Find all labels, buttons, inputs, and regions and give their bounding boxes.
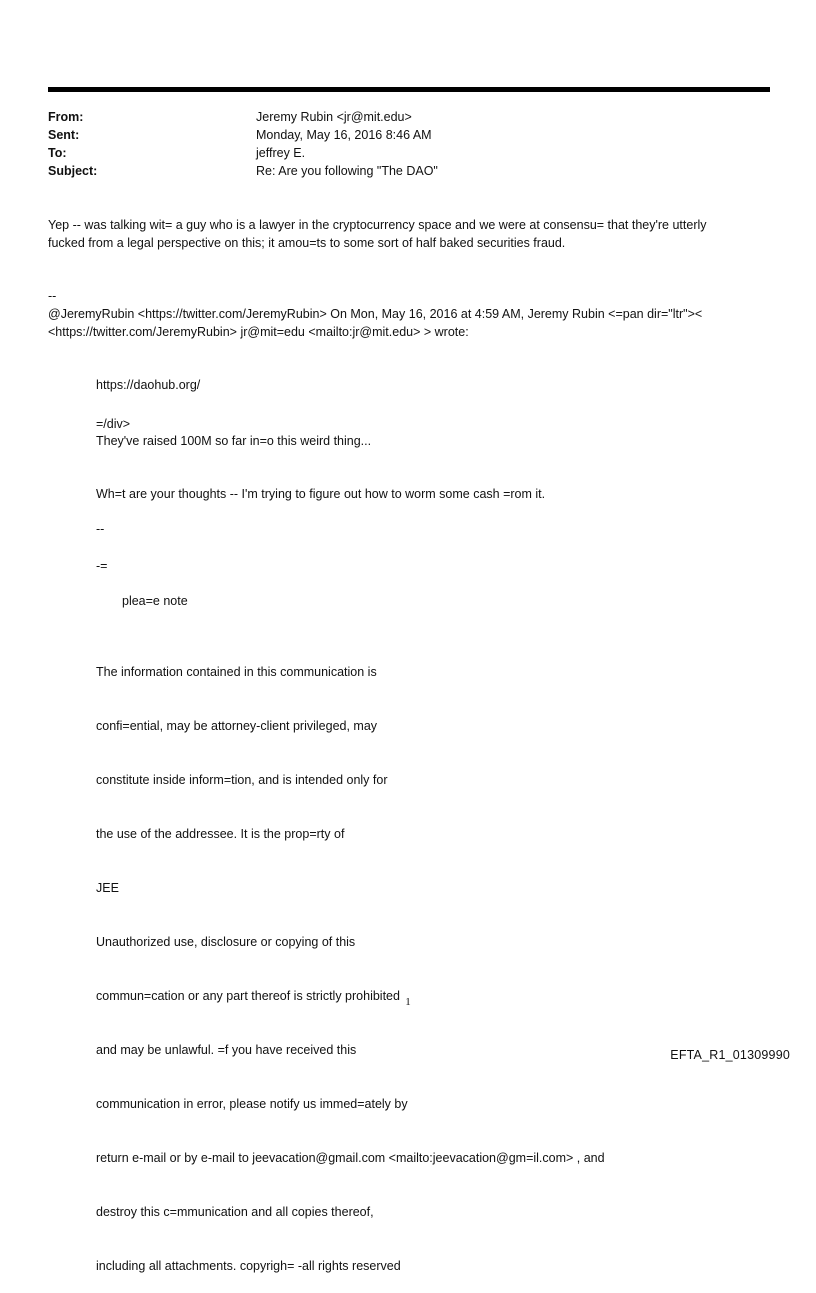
header-divider-rule <box>48 87 770 92</box>
signature-block <box>48 287 773 341</box>
disclaimer-line: and may be unlawful. =f you have received this <box>96 1043 357 1057</box>
disclaimer-line: communication in error, please notify us immed=ately by <box>96 1097 408 1111</box>
signature-dashes: -- <box>48 289 57 303</box>
subject-label: Subject: <box>48 164 98 178</box>
quoted-raised: They've raised 100M so far in=o this weird thing... <box>96 434 372 448</box>
disclaimer-line: return e-mail or by e-mail to jeevacation@gmail.com <mailto:jeevacation@gm=il.com> , and <box>96 1151 605 1165</box>
signature-line: <https://twitter.com/JeremyRubin> jr@mit=edu <mailto:jr@mit.edu> > wrote: <box>48 325 469 339</box>
disclaimer-line: commun=cation or any part thereof is strictly prohibited <box>96 989 400 1003</box>
quoted-thoughts: Wh=t are your thoughts -- I'm trying to figure out how to worm some cash =rom it. <box>96 487 546 501</box>
subject-value: Re: Are you following "The DAO" <box>256 164 438 178</box>
disclaimer-line: JEE <box>96 881 119 895</box>
quoted-dash-eq: -= <box>96 559 108 573</box>
disclaimer-block <box>96 627 605 1293</box>
to-label: To: <box>48 146 67 160</box>
disclaimer-line: confi=ential, may be attorney-client privileged, may <box>96 719 378 733</box>
disclaimer-line: Unauthorized use, disclosure or copying of this <box>96 935 356 949</box>
quoted-dashes: -- <box>96 522 105 536</box>
disclaimer-line: including all attachments. copyrigh= -all rights reserved <box>96 1259 401 1273</box>
quoted-note: plea=e note <box>122 594 188 608</box>
to-value: jeffrey E. <box>256 146 306 160</box>
from-label: From: <box>48 110 84 124</box>
reply-line: fucked from a legal perspective on this; it amou=ts to some sort of half baked securities fraud. <box>48 236 566 250</box>
disclaimer-line: destroy this c=mmunication and all copies thereof, <box>96 1205 374 1219</box>
quoted-div-close: =/div> <box>96 417 131 431</box>
bates-number: EFTA_R1_01309990 <box>670 1048 790 1062</box>
sent-value: Monday, May 16, 2016 8:46 AM <box>256 128 432 142</box>
quoted-url: https://daohub.org/ <box>96 378 201 392</box>
sent-label: Sent: <box>48 128 80 142</box>
disclaimer-line: constitute inside inform=tion, and is intended only for <box>96 773 388 787</box>
disclaimer-line: The information contained in this communication is <box>96 665 377 679</box>
from-value: Jeremy Rubin <jr@mit.edu> <box>256 110 412 124</box>
page-number: 1 <box>405 996 411 1008</box>
signature-line: @JeremyRubin <https://twitter.com/JeremyRubin> On Mon, May 16, 2016 at 4:59 AM, Jeremy Rubin <=pan dir="ltr">< <box>48 307 703 321</box>
reply-body <box>48 216 773 252</box>
disclaimer-line: the use of the addressee. It is the prop=rty of <box>96 827 345 841</box>
reply-line: Yep -- was talking wit= a guy who is a lawyer in the cryptocurrency space and we were at consensu= that they're utterly <box>48 218 707 232</box>
